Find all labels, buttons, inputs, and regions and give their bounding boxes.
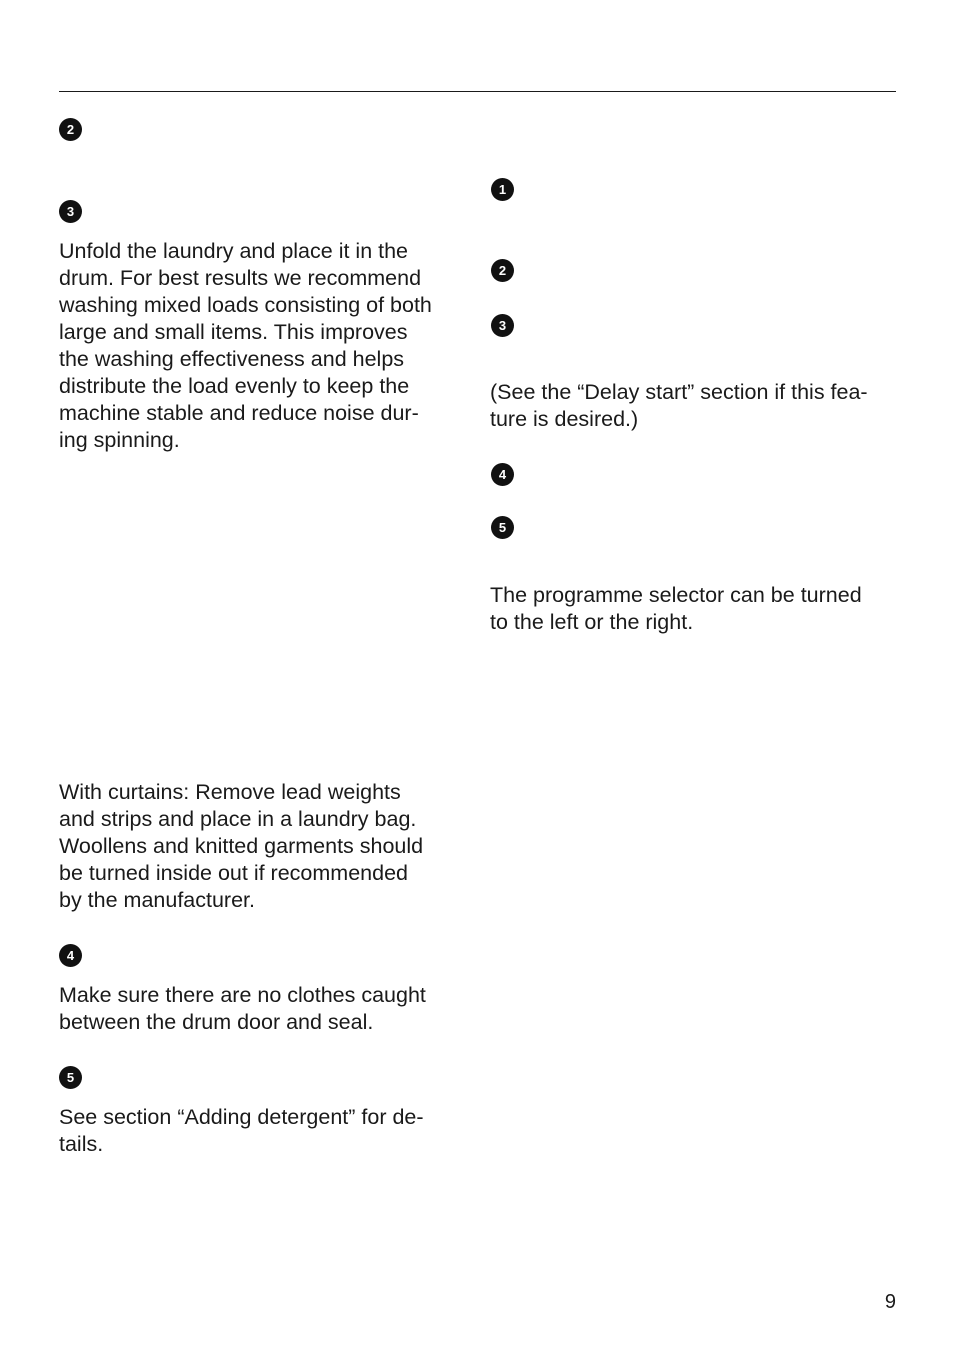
step-5-marker: 5 bbox=[59, 1066, 82, 1089]
curtains-note: With curtains: Remove lead weights and strips and place in a laundry bag. Woollens and knitted garments should be turned inside out if recommended by the manufacturer. bbox=[59, 780, 424, 912]
right-step-5-marker: 5 bbox=[491, 516, 514, 539]
step-3-text: Unfold the laundry and place it in the drum. For best results we recommend washing mixed loads consisting of both large and small items. This improves the washing effectiveness and helps distribute the load evenly to keep the machine stable and reduce noise dur- ing spinning. bbox=[59, 239, 432, 452]
right-step-3-marker: 3 bbox=[491, 314, 514, 337]
right-step-1-marker: 1 bbox=[491, 178, 514, 201]
step-3-marker: 3 bbox=[59, 200, 82, 223]
right-step-2-marker: 2 bbox=[491, 259, 514, 282]
step-5-text: See section “Adding detergent” for de- tails. bbox=[59, 1105, 424, 1156]
step-2-marker: 2 bbox=[59, 118, 82, 141]
step-4-marker: 4 bbox=[59, 944, 82, 967]
delay-start-note: (See the “Delay start” section if this fea- ture is desired.) bbox=[490, 380, 868, 431]
page-number: 9 bbox=[884, 1291, 896, 1313]
right-step-4-marker: 4 bbox=[491, 463, 514, 486]
header-rule bbox=[59, 91, 896, 92]
step-4-text: Make sure there are no clothes caught between the drum door and seal. bbox=[59, 983, 426, 1034]
programme-selector-note: The programme selector can be turned to the left or the right. bbox=[490, 583, 862, 634]
